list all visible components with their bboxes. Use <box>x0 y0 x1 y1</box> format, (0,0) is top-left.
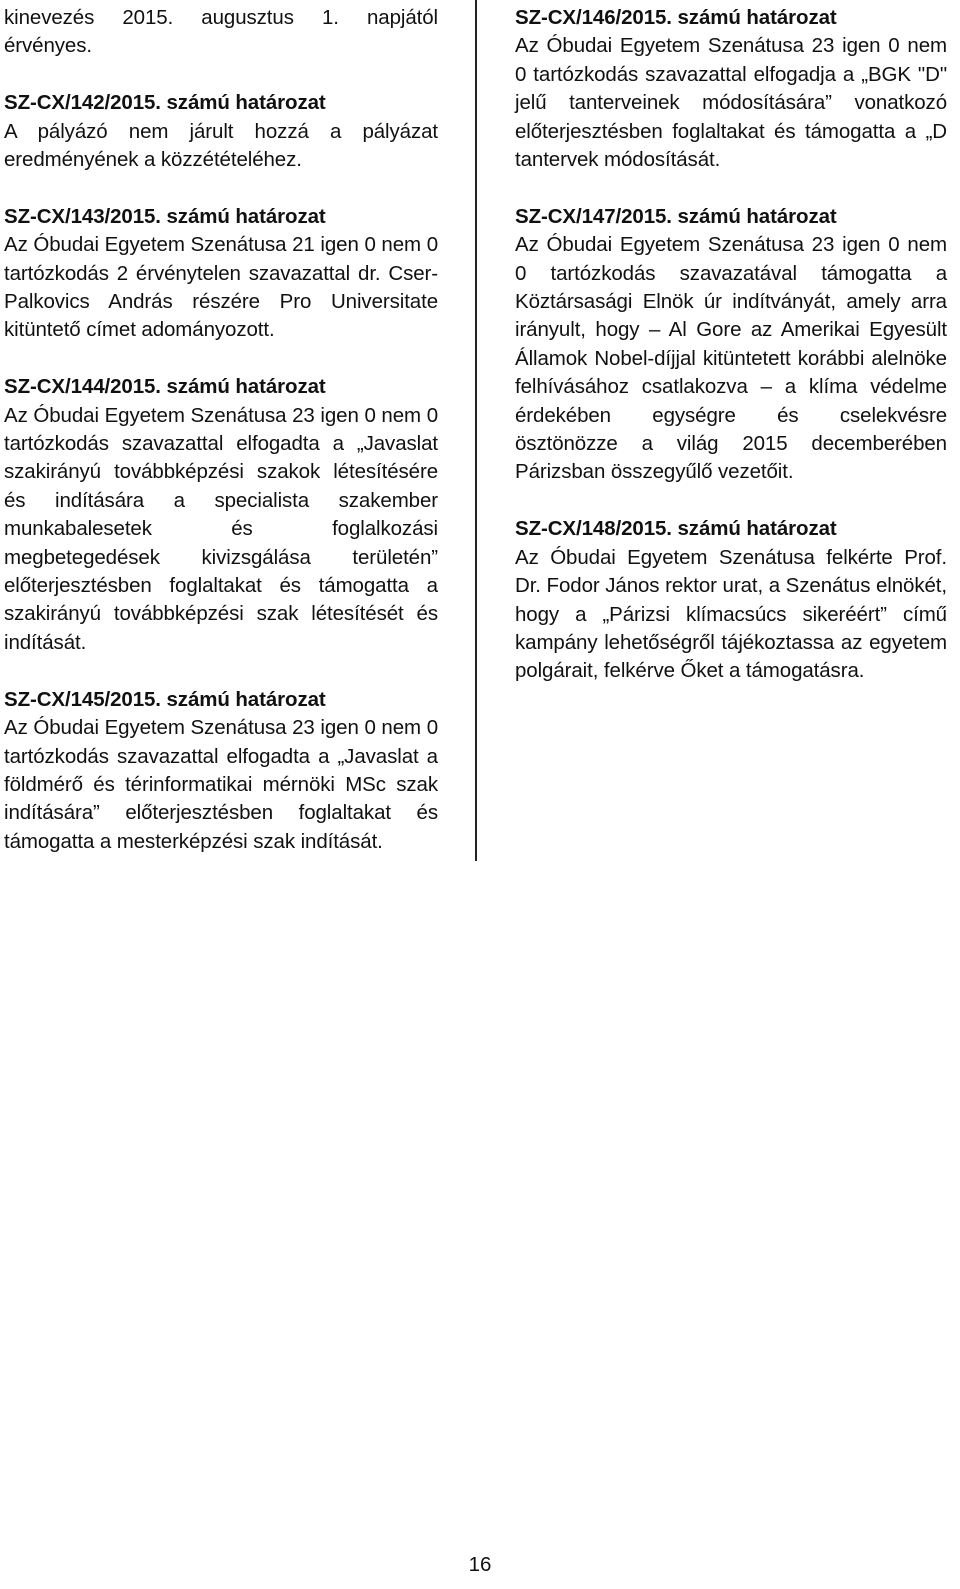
resolution-144 <box>4 373 438 657</box>
resolution-147 <box>515 203 947 487</box>
resolution-text: A pályázó nem járult hozzá a pályázat eredményének a közzétételéhez. <box>4 119 438 172</box>
resolution-text: Az Óbudai Egyetem Szenátusa 23 igen 0 nem 0 tartózkodás szavazattal elfogadta a „Javaslat a földmérő és térinformatikai mérnöki MSc szak indítására” előterjesztésben foglaltakat és támogatta a mesterképzési szak indítását. <box>4 716 438 853</box>
page-number: 16 <box>468 1553 492 1576</box>
resolution-heading: SZ-CX/144/2015. számú határozat <box>4 375 326 399</box>
resolution-text: Az Óbudai Egyetem Szenátusa 23 igen 0 nem 0 tartózkodás szavazatával támogatta a Köztársasági Elnök úr indítványát, amely arra irányult, hogy – Al Gore az Amerikai Egyesült Államok Nobel-díjjal kitüntetett korábbi alelnöke felhívásához csatlakozva – a klíma védelme érdekében egységre és cselekvésre ösztönözze a világ 2015 decemberében Párizsban összegyűlő vezetőit. <box>515 233 947 484</box>
resolution-142 <box>4 89 438 174</box>
resolution-heading: SZ-CX/142/2015. számú határozat <box>4 91 326 115</box>
resolution-heading: SZ-CX/146/2015. számú határozat <box>515 6 837 29</box>
resolution-heading: SZ-CX/143/2015. számú határozat <box>4 204 326 228</box>
resolution-heading: SZ-CX/148/2015. számú határozat <box>515 517 837 541</box>
resolution-text: Az Óbudai Egyetem Szenátusa 23 igen 0 nem 0 tartózkodás szavazattal elfogadja a „BGK "D" jelű tanterveinek módosítására” vonatkozó előterjesztésben foglaltakat és támogatta a „D tantervek módosítását. <box>515 34 947 172</box>
resolution-145 <box>4 686 438 856</box>
right-column <box>515 4 947 714</box>
intro-text: kinevezés 2015. augusztus 1. napjától érvényes. <box>4 6 438 58</box>
intro-block <box>4 4 438 61</box>
resolution-text: Az Óbudai Egyetem Szenátusa 21 igen 0 nem 0 tartózkodás 2 érvénytelen szavazattal dr. Cser-Palkovics András részére Pro Universitate kitüntető címet adományozott. <box>4 233 438 342</box>
left-column <box>4 4 438 885</box>
resolution-143 <box>4 203 438 345</box>
column-divider <box>475 0 477 861</box>
resolution-text: Az Óbudai Egyetem Szenátusa felkérte Prof. Dr. Fodor János rektor urat, a Szenátus elnökét, hogy a „Párizsi klímacsúcs sikeréért” című kampány lehetőségről tájékoztassa az egyetem polgárait, felkérve Őket a támogatásra. <box>515 545 947 683</box>
resolution-heading: SZ-CX/145/2015. számú határozat <box>4 687 326 711</box>
resolution-148 <box>515 515 947 685</box>
resolution-heading: SZ-CX/147/2015. számú határozat <box>515 204 837 228</box>
resolution-text: Az Óbudai Egyetem Szenátusa 23 igen 0 nem 0 tartózkodás szavazattal elfogadta a „Javaslat szakirányú továbbképzési szakok létesítésére és indítására a specialista szakember munkabalesetek és foglalkozási megbetegedések kivizsgálása területén” előterjesztésben foglaltakat és támogatta a szakirányú továbbképzési szak létesítését és indítását. <box>4 403 438 654</box>
resolution-146 <box>515 4 947 174</box>
